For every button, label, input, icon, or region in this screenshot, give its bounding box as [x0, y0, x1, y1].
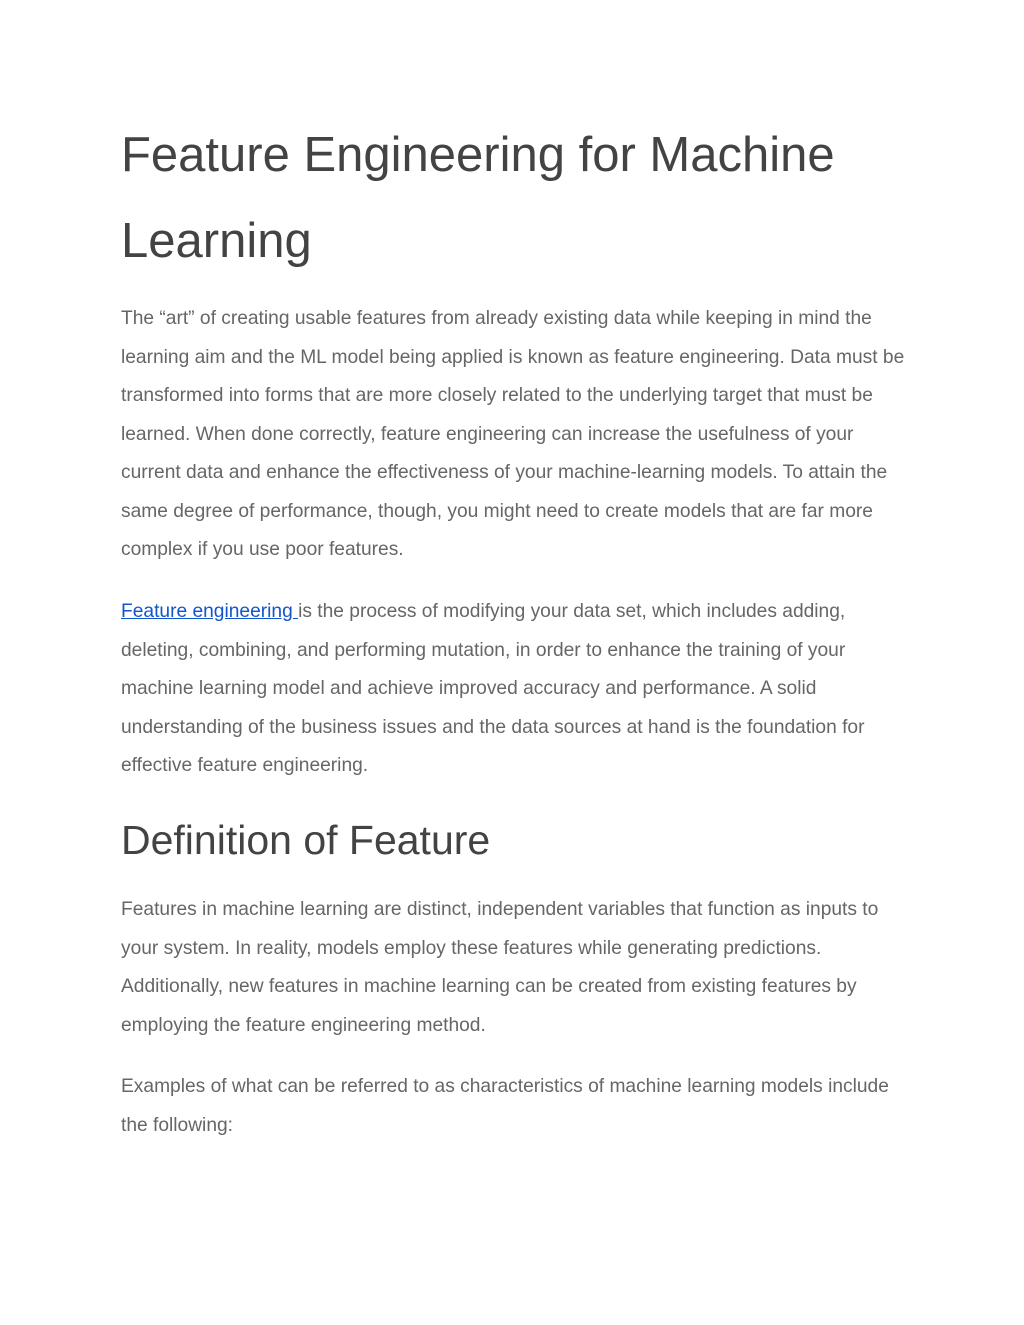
feature-engineering-link[interactable]: Feature engineering	[121, 601, 299, 622]
feature-engineering-paragraph	[121, 593, 911, 786]
intro-paragraph: The “art” of creating usable features from already existing data while keeping in mind the learning aim and the ML model being applied is known as feature engineering. Data must be transformed into forms that are more closely related to the underlying target that must be learned. When done correctly, feature engineering can increase the usefulness of your current data and enhance the effectiveness of your machine-learning models. To attain the same degree of performance, though, you might need to create models that are far more complex if you use poor features.	[121, 308, 905, 560]
page-title: Feature Engineering for Machine Learning	[121, 128, 835, 268]
definition-paragraph: Features in machine learning are distinct, independent variables that function as inputs to your system. In reality, models employ these features while generating predictions. Additionally, new features in machine learning can be created from existing features by employing the feature engineering method.	[121, 899, 879, 1036]
feature-engineering-paragraph-text: is the process of modifying your data set, which includes adding, deleting, combining, and performing mutation, in order to enhance the training of your machine learning model and achieve improved accuracy and performance. A solid understanding of the business issues and the data sources at hand is the foundation for effective feature engineering.	[121, 601, 865, 776]
section-heading-definition: Definition of Feature	[121, 817, 491, 863]
examples-paragraph: Examples of what can be referred to as characteristics of machine learning models include the following:	[121, 1076, 889, 1136]
